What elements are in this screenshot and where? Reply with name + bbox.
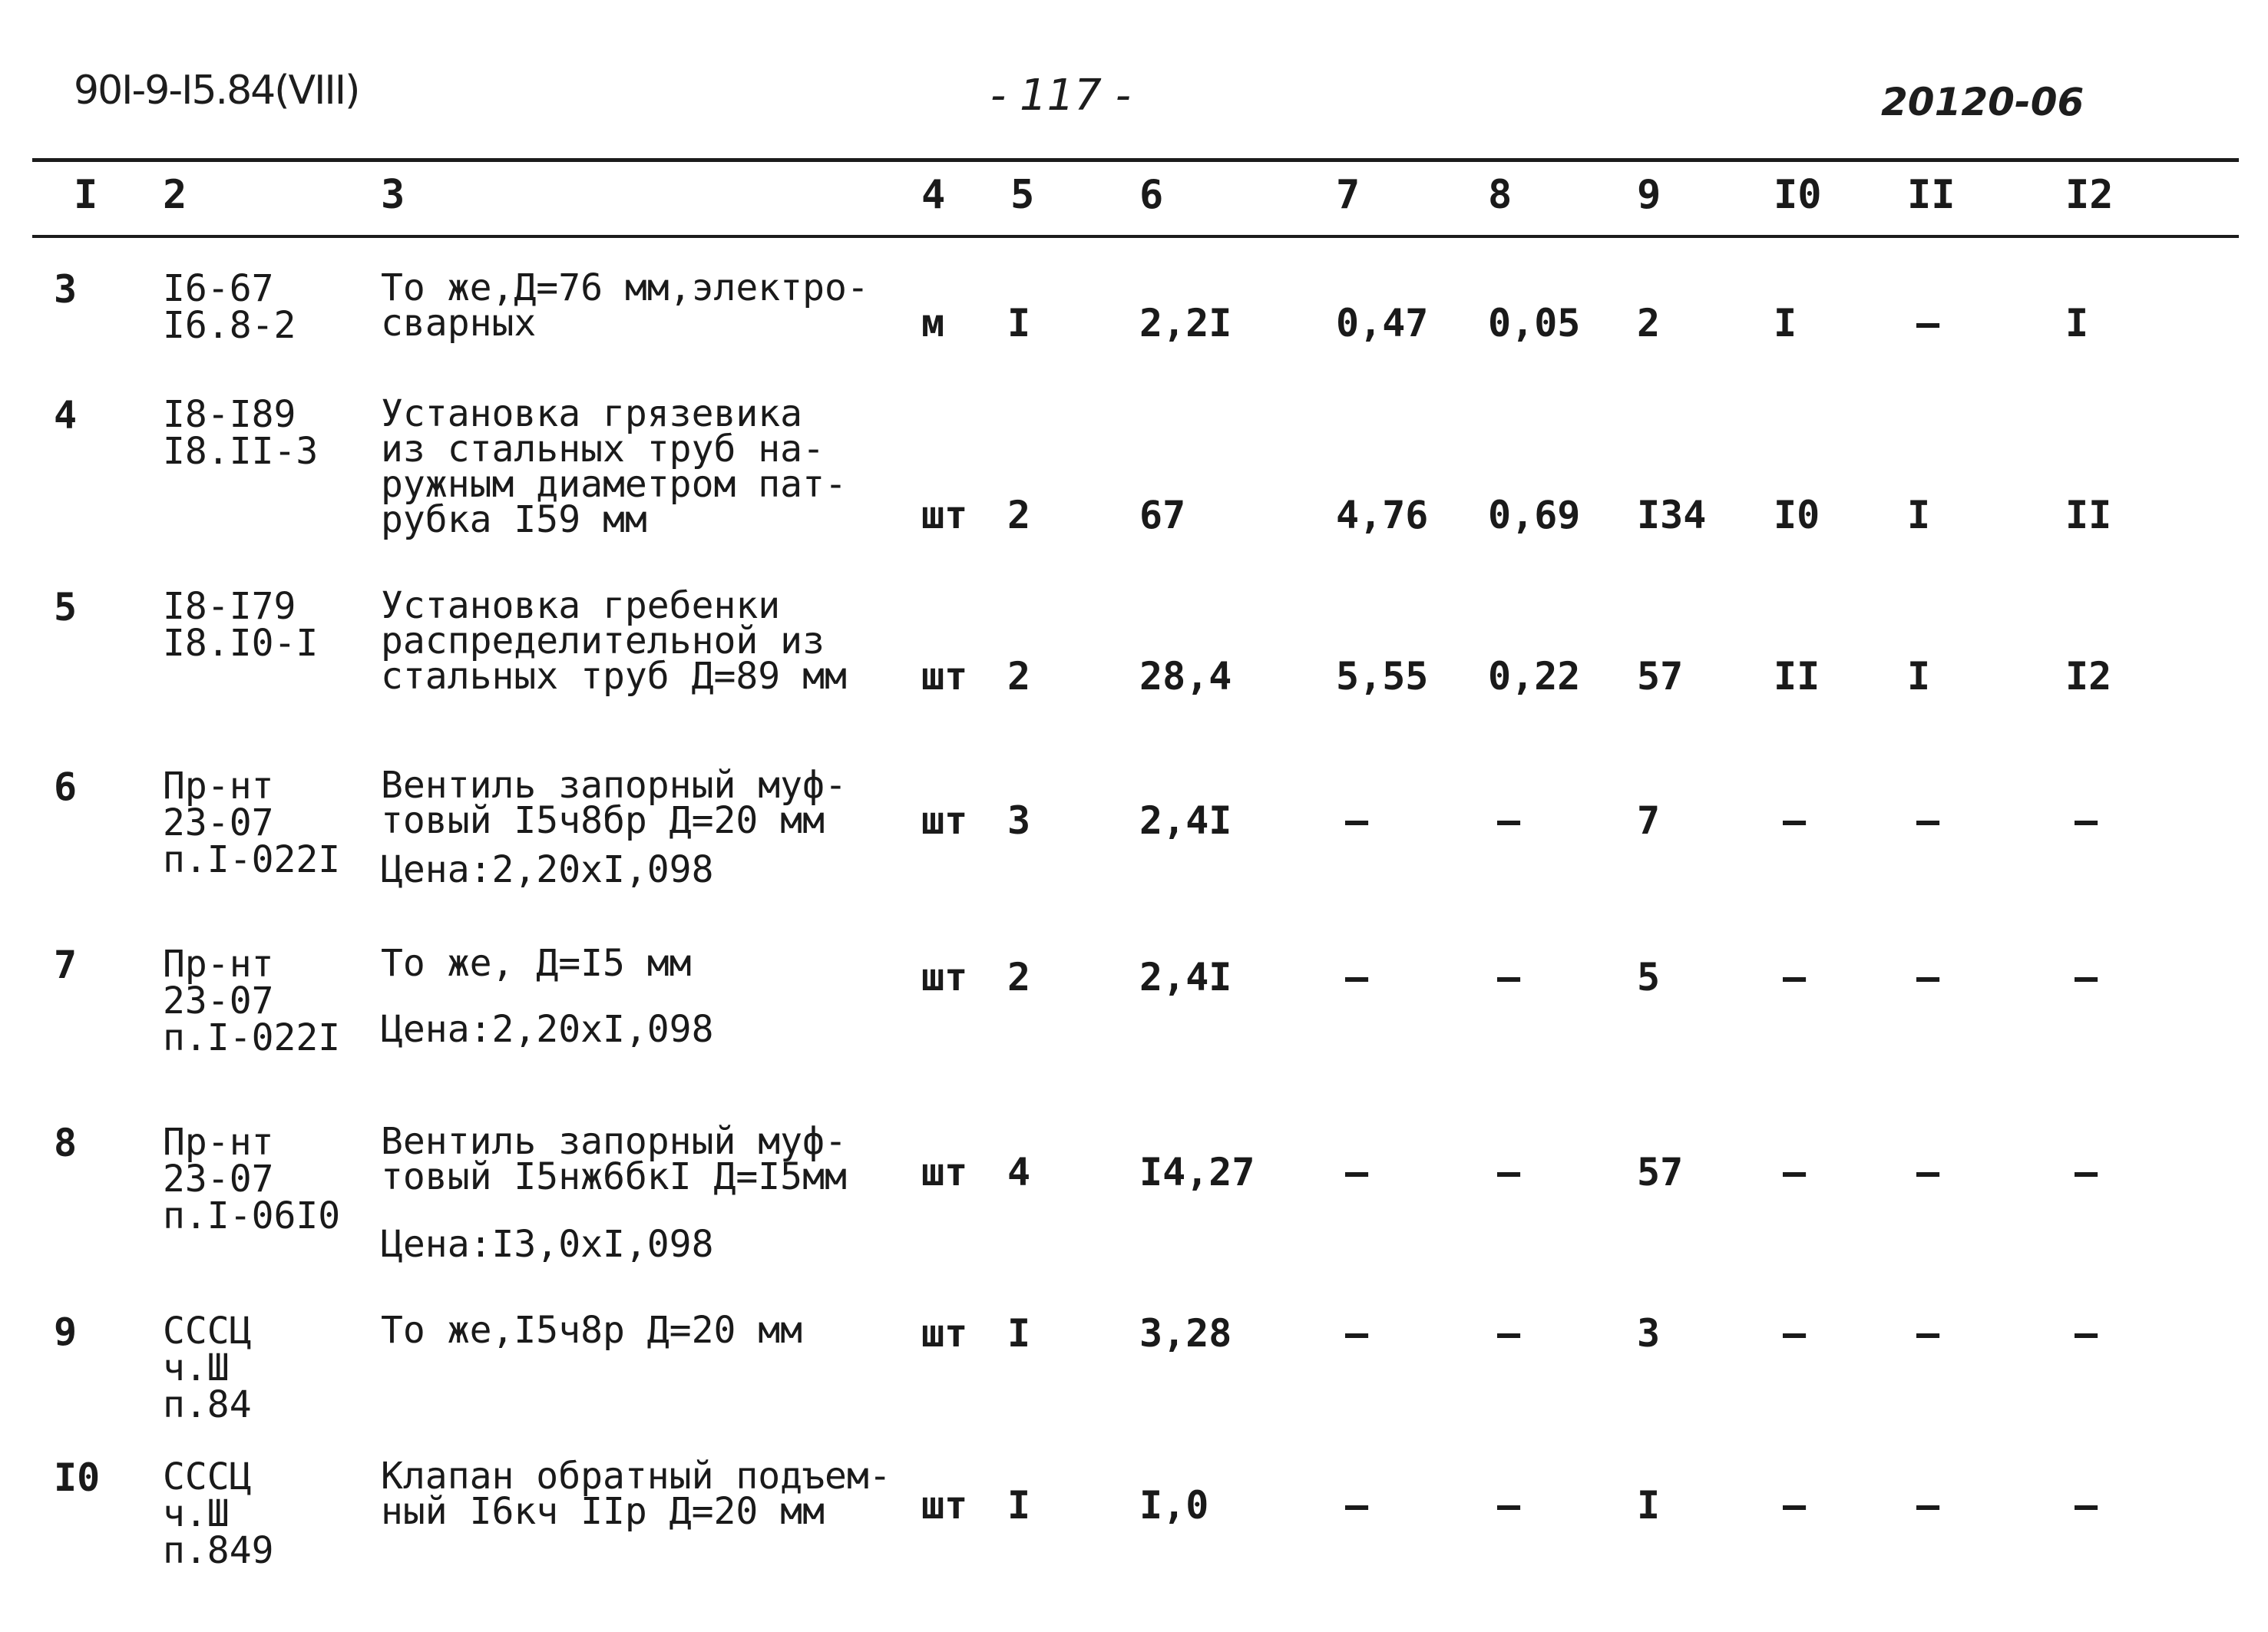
- column-header-4: 4: [921, 172, 946, 218]
- norm-code: I8-I89 I8.II-3: [163, 393, 319, 473]
- cell-unit: шт: [921, 955, 968, 999]
- cell-c9: 57: [1637, 654, 1684, 699]
- work-description: Вентиль запорный муф- товый I5ч8бр Д=20 мм: [381, 764, 847, 842]
- row-number: 5: [54, 585, 78, 629]
- cell-c8: 0,69: [1488, 493, 1581, 537]
- cell-unit: шт: [921, 1311, 968, 1356]
- cell-c11: –: [1916, 301, 1940, 345]
- cell-c7: –: [1345, 798, 1369, 843]
- row-number: 6: [54, 765, 78, 809]
- cell-c6: 2,4I: [1139, 955, 1232, 999]
- cell-c10: I: [1774, 301, 1797, 345]
- row-number: 9: [54, 1310, 78, 1354]
- column-header-7: 7: [1336, 172, 1360, 218]
- price-note: Цена:I3,0хI,098: [381, 1223, 714, 1266]
- cell-c12: I: [2065, 301, 2089, 345]
- cell-c7: 0,47: [1336, 301, 1429, 345]
- price-note: Цена:2,20хI,098: [381, 848, 714, 891]
- row-number: 8: [54, 1121, 78, 1165]
- work-description: Вентиль запорный муф- товый I5нж6бкI Д=I5мм: [381, 1120, 847, 1198]
- cell-unit: шт: [921, 1150, 968, 1194]
- cell-c8: 0,22: [1488, 654, 1581, 699]
- cell-c9: 2: [1637, 301, 1661, 345]
- cell-c6: 67: [1139, 493, 1186, 537]
- column-header-1: I: [74, 172, 98, 218]
- cell-qty: 4: [1007, 1150, 1031, 1194]
- cell-c12: –: [2075, 798, 2098, 843]
- cell-c10: –: [1783, 1483, 1807, 1528]
- cell-unit: шт: [921, 798, 968, 843]
- table-header-rule: [32, 235, 2239, 238]
- cell-unit: шт: [921, 654, 968, 699]
- cell-c9: 5: [1637, 955, 1661, 999]
- cell-c10: –: [1783, 1150, 1807, 1194]
- cell-qty: I: [1007, 301, 1031, 345]
- cell-c10: –: [1783, 1311, 1807, 1356]
- document-code: 90I-9-I5.84(VIII): [74, 68, 359, 114]
- column-header-2: 2: [163, 172, 187, 218]
- column-header-9: 9: [1637, 172, 1661, 218]
- cell-c6: 2,2I: [1139, 301, 1232, 345]
- cell-c6: I4,27: [1139, 1150, 1255, 1194]
- cell-c8: –: [1497, 1483, 1521, 1528]
- cell-qty: 2: [1007, 654, 1031, 699]
- row-number: 3: [54, 267, 78, 312]
- cell-qty: I: [1007, 1311, 1031, 1356]
- cell-qty: 3: [1007, 798, 1031, 843]
- cell-c7: 4,76: [1336, 493, 1429, 537]
- cell-c11: –: [1916, 1150, 1940, 1194]
- cell-c10: –: [1783, 798, 1807, 843]
- cell-c7: –: [1345, 1483, 1369, 1528]
- row-number: I0: [54, 1455, 101, 1500]
- cell-unit: шт: [921, 493, 968, 537]
- cell-c11: –: [1916, 1483, 1940, 1528]
- column-header-6: 6: [1139, 172, 1164, 218]
- table-top-rule: [32, 158, 2239, 162]
- cell-c8: 0,05: [1488, 301, 1581, 345]
- cell-c8: –: [1497, 955, 1521, 999]
- cell-c12: –: [2075, 1483, 2098, 1528]
- cell-c8: –: [1497, 1311, 1521, 1356]
- cell-c11: –: [1916, 1311, 1940, 1356]
- work-description: Установка грязевика из стальных труб на- ружным диаметром пат- рубка I59 мм: [381, 392, 847, 541]
- row-number: 7: [54, 943, 78, 987]
- column-header-5: 5: [1010, 172, 1035, 218]
- cell-c9: 57: [1637, 1150, 1684, 1194]
- norm-code: СССЦ ч.Ш п.84: [163, 1310, 252, 1426]
- cell-c6: 2,4I: [1139, 798, 1232, 843]
- column-header-8: 8: [1488, 172, 1513, 218]
- row-number: 4: [54, 393, 78, 438]
- cell-c11: –: [1916, 798, 1940, 843]
- sheet-code: 20120-06: [1881, 80, 2085, 124]
- cell-c11: I: [1907, 493, 1931, 537]
- page-number: - 117 -: [990, 71, 1131, 121]
- cell-c9: 7: [1637, 798, 1661, 843]
- norm-code: Пр-нт 23-07 п.I-022I: [163, 765, 341, 881]
- work-description: Установка гребенки распределительной из стальных труб Д=89 мм: [381, 584, 847, 698]
- column-header-12: I2: [2065, 172, 2114, 218]
- norm-code: I8-I79 I8.I0-I: [163, 585, 319, 665]
- cell-c10: –: [1783, 955, 1807, 999]
- cell-qty: 2: [1007, 493, 1031, 537]
- norm-code: СССЦ ч.Ш п.849: [163, 1455, 274, 1572]
- cell-c9: I: [1637, 1483, 1661, 1528]
- cell-c9: I34: [1637, 493, 1707, 537]
- column-header-3: 3: [381, 172, 405, 218]
- cell-c8: –: [1497, 798, 1521, 843]
- cell-c9: 3: [1637, 1311, 1661, 1356]
- cell-c12: –: [2075, 1311, 2098, 1356]
- cell-c10: I0: [1774, 493, 1820, 537]
- cell-c7: –: [1345, 1311, 1369, 1356]
- cell-c8: –: [1497, 1150, 1521, 1194]
- cell-c11: I: [1907, 654, 1931, 699]
- cell-qty: 2: [1007, 955, 1031, 999]
- cell-c7: –: [1345, 955, 1369, 999]
- cell-c6: I,0: [1139, 1483, 1209, 1528]
- cell-c7: –: [1345, 1150, 1369, 1194]
- cell-unit: шт: [921, 1483, 968, 1528]
- norm-code: I6-67 I6.8-2: [163, 267, 296, 347]
- cell-c12: II: [2065, 493, 2112, 537]
- cell-c12: I2: [2065, 654, 2112, 699]
- price-note: Цена:2,20хI,098: [381, 1008, 714, 1051]
- cell-c6: 28,4: [1139, 654, 1232, 699]
- cell-c6: 3,28: [1139, 1311, 1232, 1356]
- work-description: То же,I5ч8р Д=20 мм: [381, 1309, 803, 1352]
- work-description: То же, Д=I5 мм: [381, 942, 692, 985]
- cell-c10: II: [1774, 654, 1820, 699]
- column-header-10: I0: [1774, 172, 1822, 218]
- norm-code: Пр-нт 23-07 п.I-022I: [163, 943, 341, 1059]
- work-description: Клапан обратный подъем- ный I6кч IIр Д=20 мм: [381, 1455, 891, 1533]
- work-description: То же,Д=76 мм,электро- сварных: [381, 266, 869, 345]
- cell-c12: –: [2075, 1150, 2098, 1194]
- column-header-11: II: [1907, 172, 1956, 218]
- cell-c12: –: [2075, 955, 2098, 999]
- norm-code: Пр-нт 23-07 п.I-06I0: [163, 1121, 341, 1237]
- cell-unit: м: [921, 301, 945, 345]
- cell-qty: I: [1007, 1483, 1031, 1528]
- cell-c11: –: [1916, 955, 1940, 999]
- cell-c7: 5,55: [1336, 654, 1429, 699]
